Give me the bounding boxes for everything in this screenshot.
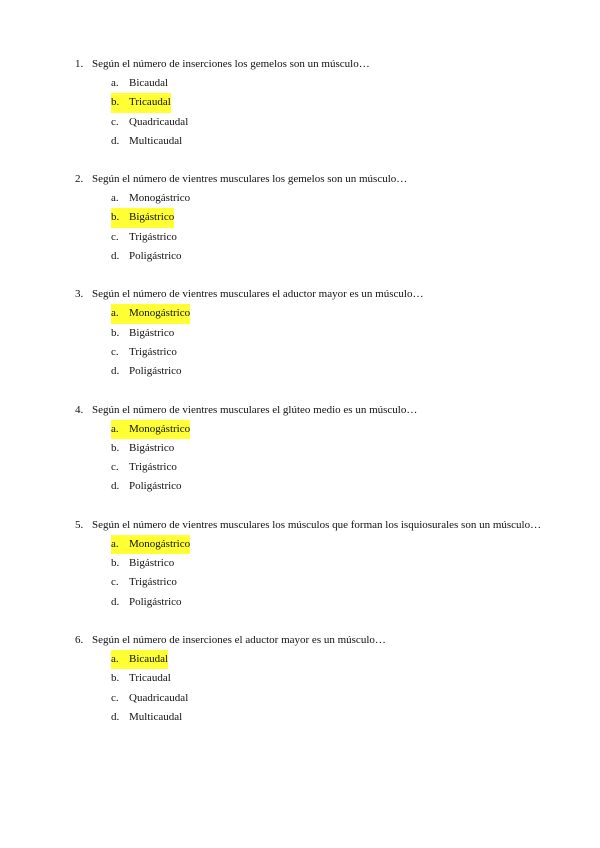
option-text: Bigástrico xyxy=(129,208,174,227)
answer-options xyxy=(75,650,545,727)
option-letter: d. xyxy=(111,480,120,493)
option-letter: c. xyxy=(111,345,119,358)
option-content xyxy=(111,132,182,151)
answer-option-highlighted xyxy=(75,304,545,323)
option-letter: a. xyxy=(111,420,129,439)
answer-option xyxy=(75,324,545,343)
question-spacer xyxy=(75,612,545,631)
answer-option xyxy=(75,477,545,496)
answer-option xyxy=(75,362,545,381)
option-content xyxy=(111,573,177,592)
question-item xyxy=(75,55,545,170)
option-text: Monogástrico xyxy=(129,535,190,554)
option-letter: a. xyxy=(111,304,129,323)
option-letter: b. xyxy=(111,326,120,339)
option-text: Bigástrico xyxy=(129,441,175,454)
option-letter: d. xyxy=(111,595,120,608)
question-text: Según el número de vientres musculares los músculos que forman los isquiosurales son un músculo… xyxy=(92,518,542,531)
answer-options xyxy=(75,420,545,497)
answer-options xyxy=(75,189,545,266)
option-content xyxy=(111,458,177,477)
question-number: 3. xyxy=(75,288,84,301)
option-content xyxy=(111,554,174,573)
option-text: Poligástrico xyxy=(129,595,182,608)
option-text: Tricaudal xyxy=(129,93,171,112)
option-text: Bicaudal xyxy=(129,650,168,669)
option-text: Trigástrico xyxy=(129,461,177,474)
answer-options xyxy=(75,535,545,612)
option-content xyxy=(111,113,188,132)
question-header xyxy=(75,285,545,304)
question-item xyxy=(75,285,545,400)
option-content xyxy=(111,420,190,439)
answer-option xyxy=(75,708,545,727)
option-letter: b. xyxy=(111,672,120,685)
option-content xyxy=(111,74,168,93)
question-number: 4. xyxy=(75,403,84,416)
option-text: Monogástrico xyxy=(129,420,190,439)
question-spacer xyxy=(75,266,545,285)
option-text: Multicaudal xyxy=(129,710,183,723)
question-text: Según el número de vientres musculares el aductor mayor es un músculo… xyxy=(92,288,424,301)
answer-option xyxy=(75,669,545,688)
answer-option xyxy=(75,113,545,132)
option-text: Poligástrico xyxy=(129,250,182,263)
answer-option-highlighted xyxy=(75,535,545,554)
question-item xyxy=(75,631,545,727)
option-content xyxy=(111,689,188,708)
answer-option-highlighted xyxy=(75,650,545,669)
option-text: Bigástrico xyxy=(129,326,175,339)
option-letter: b. xyxy=(111,557,120,570)
option-letter: b. xyxy=(111,93,129,112)
option-text: Trigástrico xyxy=(129,345,177,358)
option-letter: c. xyxy=(111,461,119,474)
answer-option xyxy=(75,343,545,362)
option-letter: b. xyxy=(111,208,129,227)
option-content xyxy=(111,650,168,669)
option-text: Trigástrico xyxy=(129,230,177,243)
answer-option xyxy=(75,439,545,458)
question-number: 5. xyxy=(75,518,84,531)
answer-option xyxy=(75,132,545,151)
option-content xyxy=(111,669,171,688)
option-letter: c. xyxy=(111,691,119,704)
answer-option xyxy=(75,554,545,573)
option-letter: a. xyxy=(111,192,119,205)
answer-option xyxy=(75,593,545,612)
option-letter: a. xyxy=(111,77,119,89)
option-text: Monogástrico xyxy=(129,304,190,323)
option-letter: d. xyxy=(111,710,120,723)
option-content xyxy=(111,93,171,112)
question-text: Según el número de inserciones el aductor mayor es un músculo… xyxy=(92,633,386,646)
option-content xyxy=(111,247,182,266)
option-content xyxy=(111,208,174,227)
question-spacer xyxy=(75,151,545,170)
answer-option xyxy=(75,458,545,477)
option-letter: c. xyxy=(111,230,119,243)
option-text: Bigástrico xyxy=(129,557,175,570)
option-letter: c. xyxy=(111,576,119,589)
option-text: Quadricaudal xyxy=(129,691,189,704)
answer-option xyxy=(75,689,545,708)
question-header xyxy=(75,516,545,535)
option-text: Poligástrico xyxy=(129,365,182,378)
option-content xyxy=(111,343,177,362)
option-text: Monogástrico xyxy=(129,192,191,205)
question-list xyxy=(75,55,545,727)
answer-option-highlighted xyxy=(75,93,545,112)
option-content xyxy=(111,324,174,343)
question-spacer xyxy=(75,382,545,401)
option-content xyxy=(111,228,177,247)
option-letter: d. xyxy=(111,134,120,147)
question-text: Según el número de vientres musculares el glúteo medio es un músculo… xyxy=(92,403,418,416)
answer-option xyxy=(75,247,545,266)
option-text: Poligástrico xyxy=(129,480,182,493)
option-content xyxy=(111,439,174,458)
option-letter: b. xyxy=(111,441,120,454)
option-content xyxy=(111,593,182,612)
option-content xyxy=(111,708,182,727)
answer-options xyxy=(75,74,545,151)
option-text: Quadricaudal xyxy=(129,115,189,128)
answer-option xyxy=(75,573,545,592)
option-content xyxy=(111,189,190,208)
question-item xyxy=(75,401,545,516)
question-header xyxy=(75,55,545,74)
question-spacer xyxy=(75,497,545,516)
question-number: 1. xyxy=(75,58,84,70)
option-content xyxy=(111,304,190,323)
question-number: 2. xyxy=(75,173,84,186)
question-number: 6. xyxy=(75,633,84,646)
option-text: Bicaudal xyxy=(129,77,169,89)
question-text: Según el número de inserciones los gemelos son un músculo… xyxy=(92,58,370,70)
option-letter: a. xyxy=(111,650,129,669)
option-letter: c. xyxy=(111,115,119,128)
question-header xyxy=(75,401,545,420)
answer-option xyxy=(75,189,545,208)
answer-option xyxy=(75,228,545,247)
option-content xyxy=(111,477,182,496)
option-content xyxy=(111,362,182,381)
answer-option xyxy=(75,74,545,93)
answer-options xyxy=(75,304,545,381)
option-text: Trigástrico xyxy=(129,576,177,589)
option-letter: a. xyxy=(111,535,129,554)
question-item xyxy=(75,516,545,631)
option-text: Tricaudal xyxy=(129,672,171,685)
question-text: Según el número de vientres musculares los gemelos son un músculo… xyxy=(92,173,408,186)
option-letter: d. xyxy=(111,365,120,378)
option-letter: d. xyxy=(111,250,120,263)
option-content xyxy=(111,535,190,554)
answer-option-highlighted xyxy=(75,208,545,227)
question-header xyxy=(75,170,545,189)
question-item xyxy=(75,170,545,285)
question-header xyxy=(75,631,545,650)
option-text: Multicaudal xyxy=(129,134,183,147)
answer-option-highlighted xyxy=(75,420,545,439)
